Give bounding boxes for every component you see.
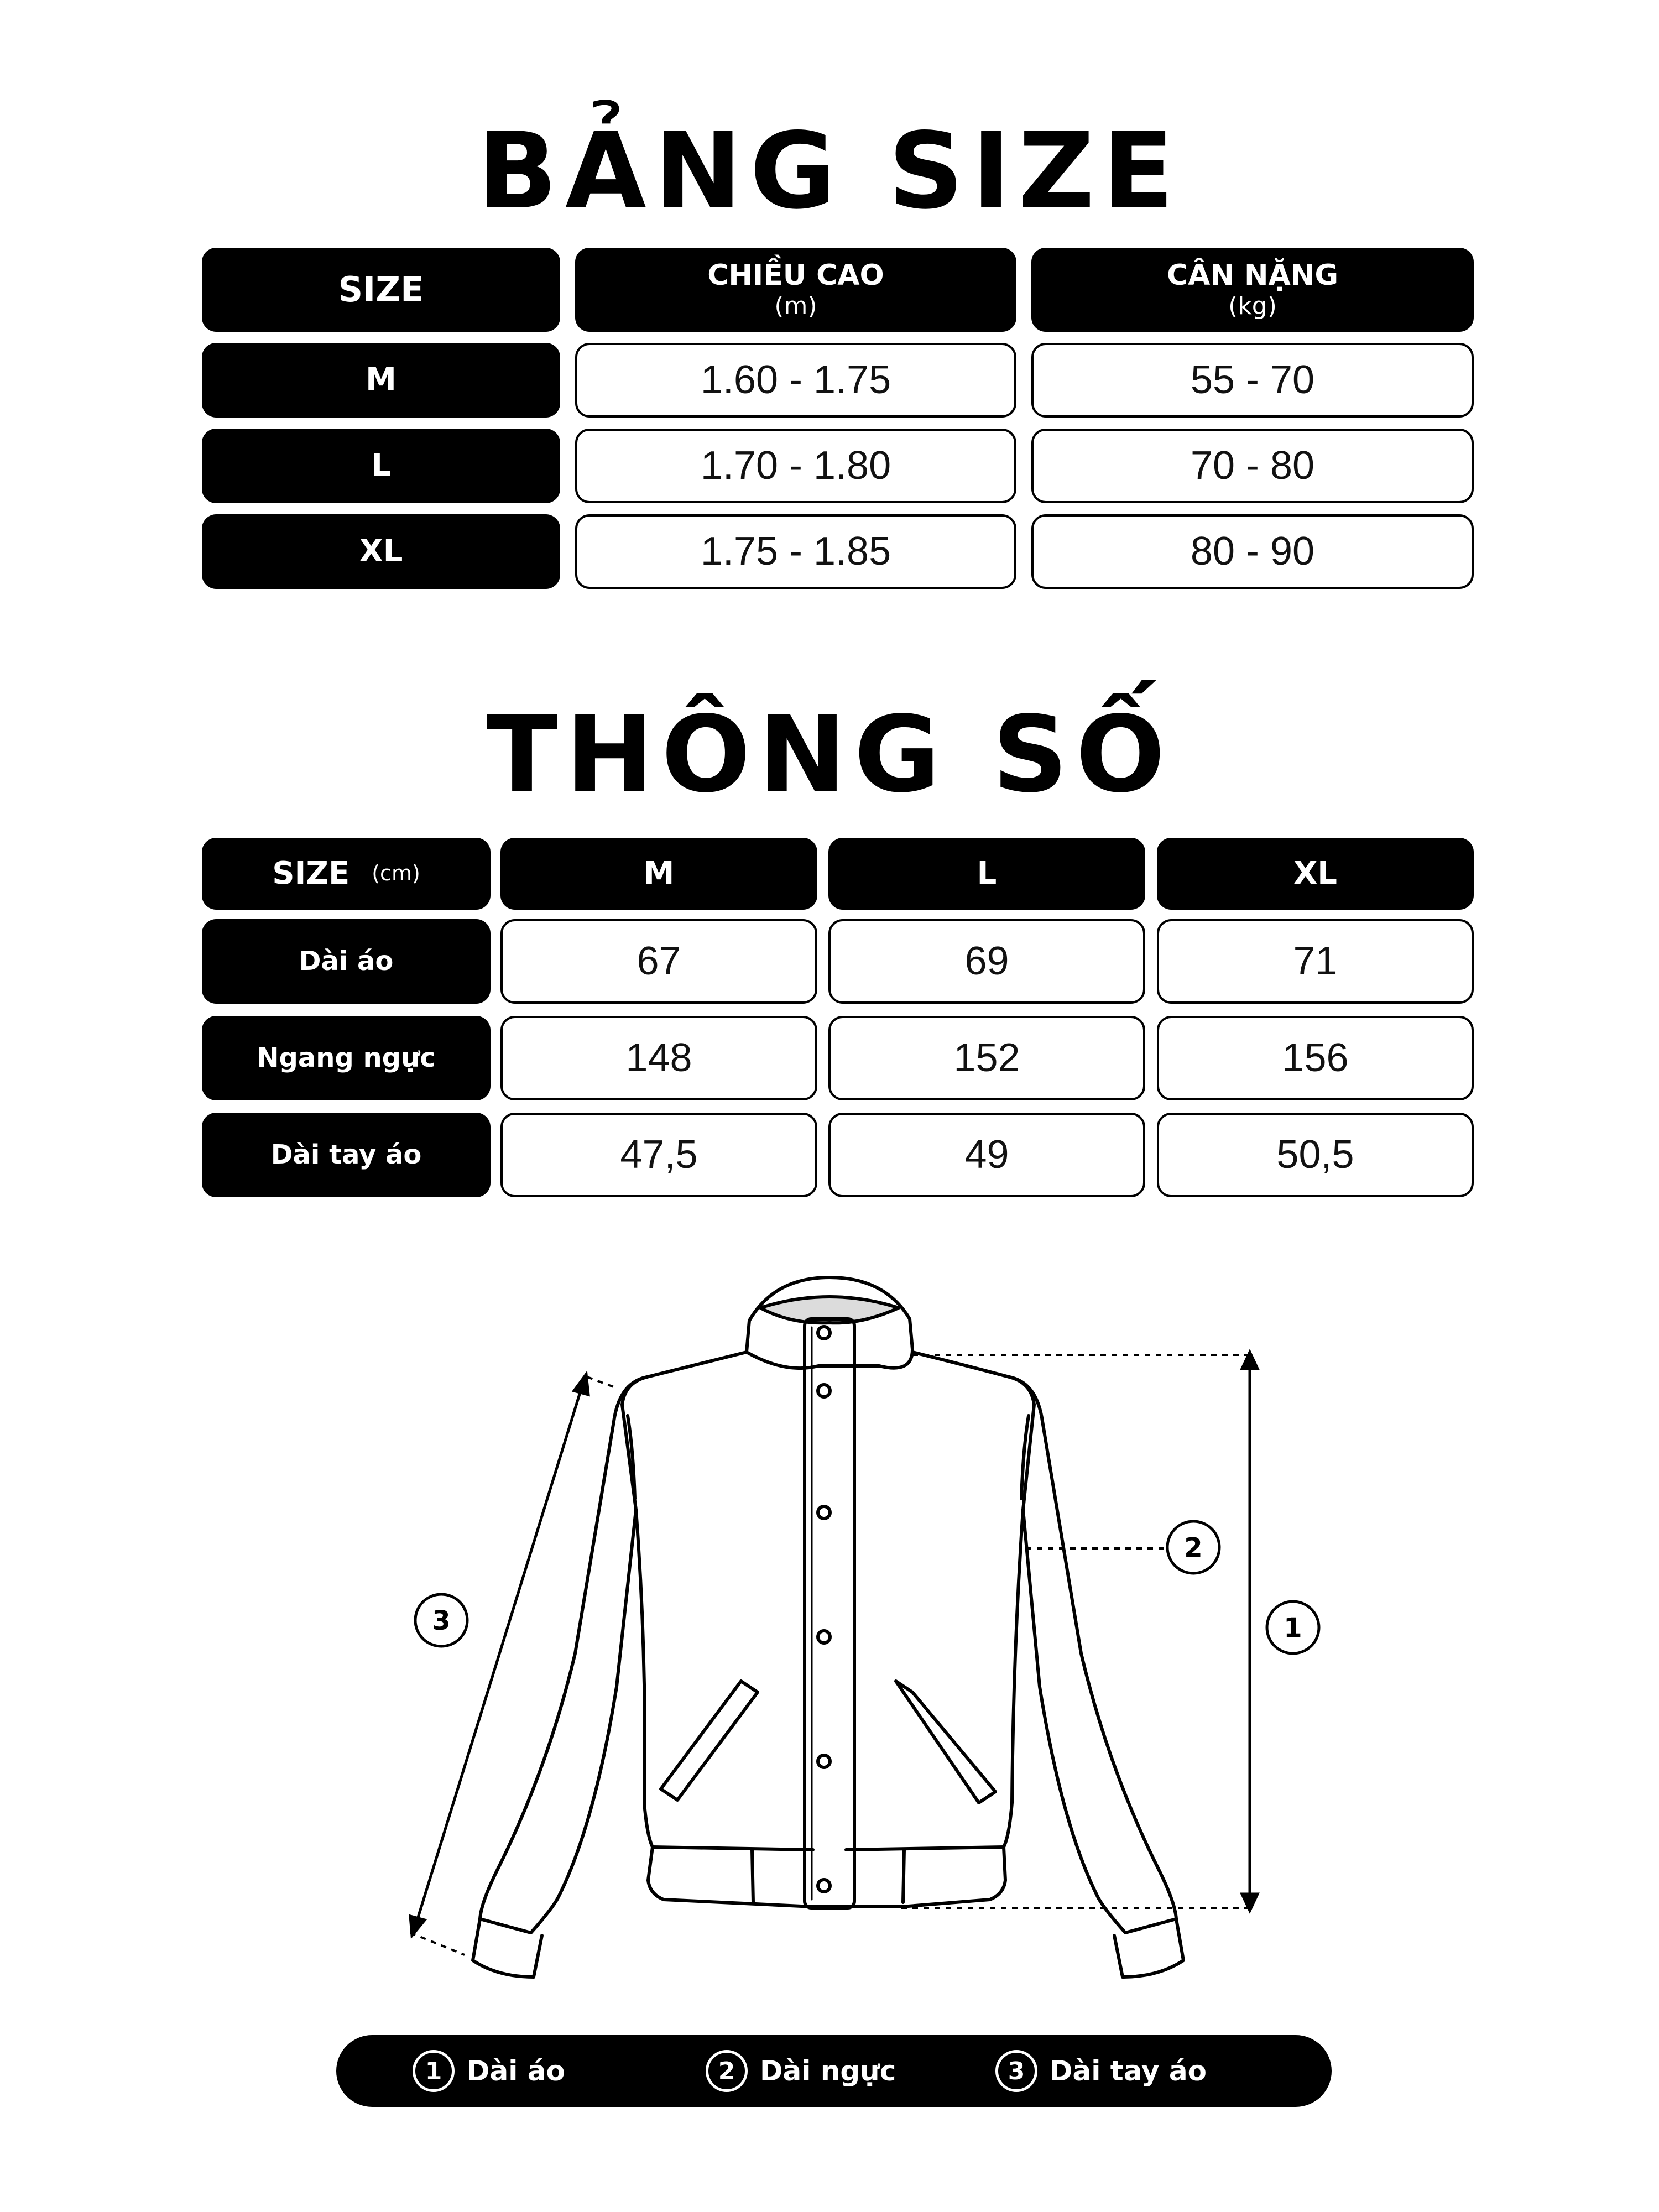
specs-header-unit: (cm) [372, 861, 420, 886]
legend-label-2: Dài ngực [760, 2055, 896, 2087]
header-weight-label: CÂN NẶNG [1167, 258, 1338, 292]
legend-item-length [413, 2035, 565, 2107]
specs-chest-l: 152 [828, 1016, 1145, 1100]
marker-3-label: 3 [432, 1605, 451, 1636]
height-cell-xl: 1.75 - 1.85 [575, 514, 1016, 589]
specs-length-l: 69 [828, 919, 1145, 1004]
specs-label-length: Dài áo [202, 919, 491, 1004]
marker-1 [1267, 1601, 1319, 1653]
legend-num-3: 3 [995, 2050, 1037, 2092]
specs-chest-xl: 156 [1157, 1016, 1474, 1100]
left-pocket [661, 1681, 758, 1800]
height-cell-l: 1.70 - 1.80 [575, 429, 1016, 503]
legend-num-2: 2 [706, 2050, 748, 2092]
marker-3 [415, 1594, 467, 1646]
marker-2 [1167, 1521, 1219, 1573]
marker-2-label: 2 [1184, 1532, 1203, 1563]
specs-header-m: M [500, 838, 817, 910]
header-size-label: SIZE [338, 269, 424, 310]
specs-label-chest: Ngang ngực [202, 1016, 491, 1100]
header-height-unit: (m) [774, 292, 817, 321]
legend-label-3: Dài tay áo [1050, 2055, 1207, 2087]
jacket-diagram [0, 1244, 1659, 2018]
weight-cell-xl: 80 - 90 [1031, 514, 1474, 589]
specs-header-size [202, 838, 491, 910]
specs-chest-m: 148 [500, 1016, 817, 1100]
marker-1-label: 1 [1284, 1613, 1302, 1644]
header-height [575, 248, 1016, 332]
specs-header-l: L [828, 838, 1145, 910]
legend-item-sleeve [995, 2035, 1207, 2107]
specs-length-m: 67 [500, 919, 817, 1004]
jacket-right-sleeve [1009, 1377, 1176, 1933]
legend-label-1: Dài áo [467, 2055, 565, 2087]
header-height-label: CHIỀU CAO [707, 258, 884, 292]
jacket-left-sleeve [480, 1377, 647, 1933]
header-size [202, 248, 560, 332]
legend-item-chest [706, 2035, 896, 2107]
right-pocket [896, 1681, 995, 1803]
specs-header-xl: XL [1157, 838, 1474, 910]
specs-sleeve-l: 49 [828, 1113, 1145, 1197]
header-weight [1031, 248, 1474, 332]
specs-label-sleeve: Dài tay áo [202, 1113, 491, 1197]
weight-cell-m: 55 - 70 [1031, 343, 1474, 418]
legend-num-1: 1 [413, 2050, 455, 2092]
legend-bar [336, 2035, 1332, 2107]
specs-header-size-label: SIZE [272, 855, 350, 891]
specs-length-xl: 71 [1157, 919, 1474, 1004]
header-weight-unit: (kg) [1228, 292, 1277, 321]
jacket-body [622, 1352, 1034, 1907]
height-cell-m: 1.60 - 1.75 [575, 343, 1016, 418]
specs-sleeve-m: 47,5 [500, 1113, 817, 1197]
weight-cell-l: 70 - 80 [1031, 429, 1474, 503]
specs-sleeve-xl: 50,5 [1157, 1113, 1474, 1197]
size-cell-l: L [202, 429, 560, 503]
size-cell-xl: XL [202, 514, 560, 589]
specs-title: THÔNG SỐ [486, 693, 1173, 816]
size-chart-title: BẢNG SIZE [477, 110, 1182, 232]
size-cell-m: M [202, 343, 560, 418]
